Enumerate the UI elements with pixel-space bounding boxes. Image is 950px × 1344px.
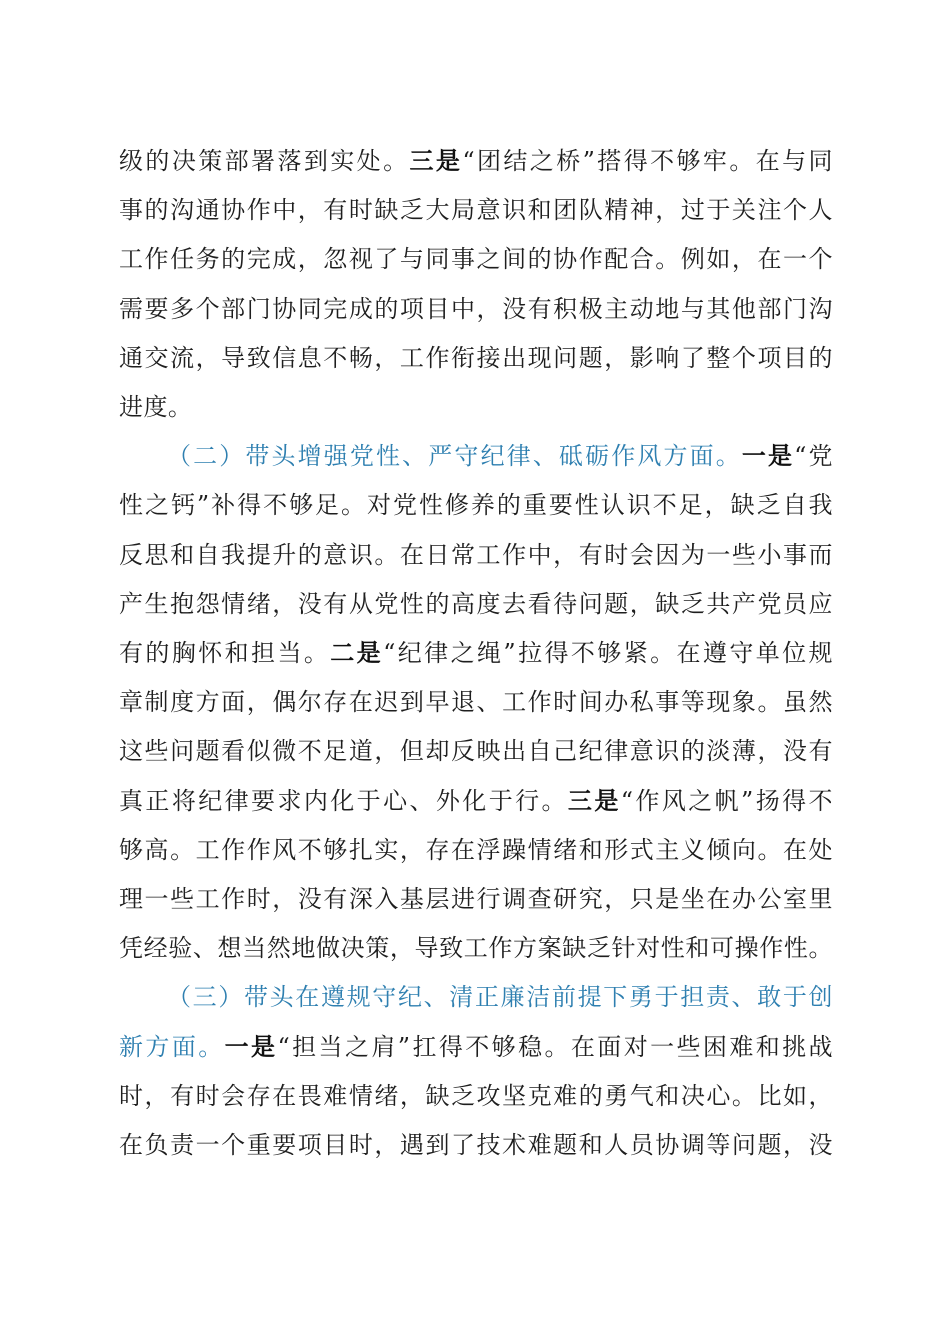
section-heading: （二）带头增强党性、严守纪律、砥砺作风方面。 (167, 442, 742, 471)
text-line (119, 726, 833, 776)
text-line (119, 677, 833, 727)
text-line (119, 1071, 833, 1121)
text-segment: 需要多个部门协同完成的项目中，没有积极主动地与其他部门沟 (119, 294, 833, 323)
bold-label: 三是 (409, 146, 463, 175)
text-segment: “团结之桥”搭得不够牢。在与同 (462, 147, 834, 175)
text-line (119, 1120, 833, 1170)
text-segment: 级的决策部署落到实处。 (119, 147, 410, 175)
bold-label: 一是 (224, 1031, 278, 1061)
text-segment: 这些问题看似微不足道，但却反映出自己纪律意识的淡薄，没有 (119, 737, 833, 766)
text-segment: 产生抱怨情绪，没有从党性的高度去看待问题，缺乏共产党员应 (119, 589, 833, 618)
text-segment: 章制度方面，偶尔存在迟到早退、工作时间办私事等现象。虽然 (119, 688, 833, 717)
text-line (119, 874, 833, 924)
text-segment: 在负责一个重要项目时，遇到了技术难题和人员协调等问题，没 (119, 1131, 833, 1159)
text-segment: 反思和自我提升的意识。在日常工作中，有时会因为一些小事而 (119, 540, 833, 569)
text-segment: 时，有时会存在畏难情绪，缺乏攻坚克难的勇气和决心。比如， (119, 1081, 833, 1110)
text-segment: “纪律之绳”拉得不够紧。在遵守单位规 (383, 639, 834, 667)
bold-label: 三是 (567, 785, 621, 815)
bold-label: 二是 (330, 638, 384, 667)
text-line (119, 185, 833, 235)
text-segment: 通交流，导致信息不畅，工作衔接出现问题，影响了整个项目的 (119, 343, 833, 372)
text-line (119, 776, 833, 826)
text-line (119, 923, 833, 973)
text-segment: 凭经验、想当然地做决策，导致工作方案缺乏针对性和可操作性。 (119, 934, 833, 963)
text-segment: “作风之帆”扬得不 (620, 786, 833, 815)
text-line (119, 480, 833, 530)
text-segment: 有的胸怀和担当。 (119, 639, 331, 667)
text-line (119, 284, 833, 334)
text-line (119, 382, 833, 432)
text-line (119, 136, 833, 186)
text-line (167, 972, 833, 1022)
text-line (119, 825, 833, 875)
bold-label: 一是 (741, 441, 795, 471)
text-segment: “担当之肩”扛得不够稳。在面对一些困难和挑战 (277, 1032, 834, 1061)
text-line (119, 530, 833, 580)
text-segment: 工作任务的完成，忽视了与同事之间的协作配合。例如，在一个 (119, 245, 833, 274)
text-segment: 够高。工作作风不够扎实，存在浮躁情绪和形式主义倾向。在处 (119, 835, 833, 864)
text-line (119, 333, 833, 383)
text-segment: 进度。 (119, 393, 193, 421)
text-line (119, 579, 833, 629)
section-heading: （三）带头在遵规守纪、清正廉洁前提下勇于担责、敢于创 (167, 983, 833, 1012)
text-line (119, 628, 833, 678)
text-segment: 性之钙”补得不够足。对党性修养的重要性认识不足，缺乏自我 (119, 491, 833, 520)
text-line (167, 431, 833, 481)
text-segment: 真正将纪律要求内化于心、外化于行。 (119, 786, 568, 815)
text-segment: 理一些工作时，没有深入基层进行调查研究，只是坐在办公室里 (119, 885, 833, 913)
text-segment: 事的沟通协作中，有时缺乏大局意识和团队精神，过于关注个人 (119, 196, 833, 225)
text-segment: “党 (794, 442, 833, 471)
text-line (119, 1022, 833, 1072)
text-line (119, 234, 833, 284)
section-heading: 新方面。 (119, 1032, 225, 1061)
